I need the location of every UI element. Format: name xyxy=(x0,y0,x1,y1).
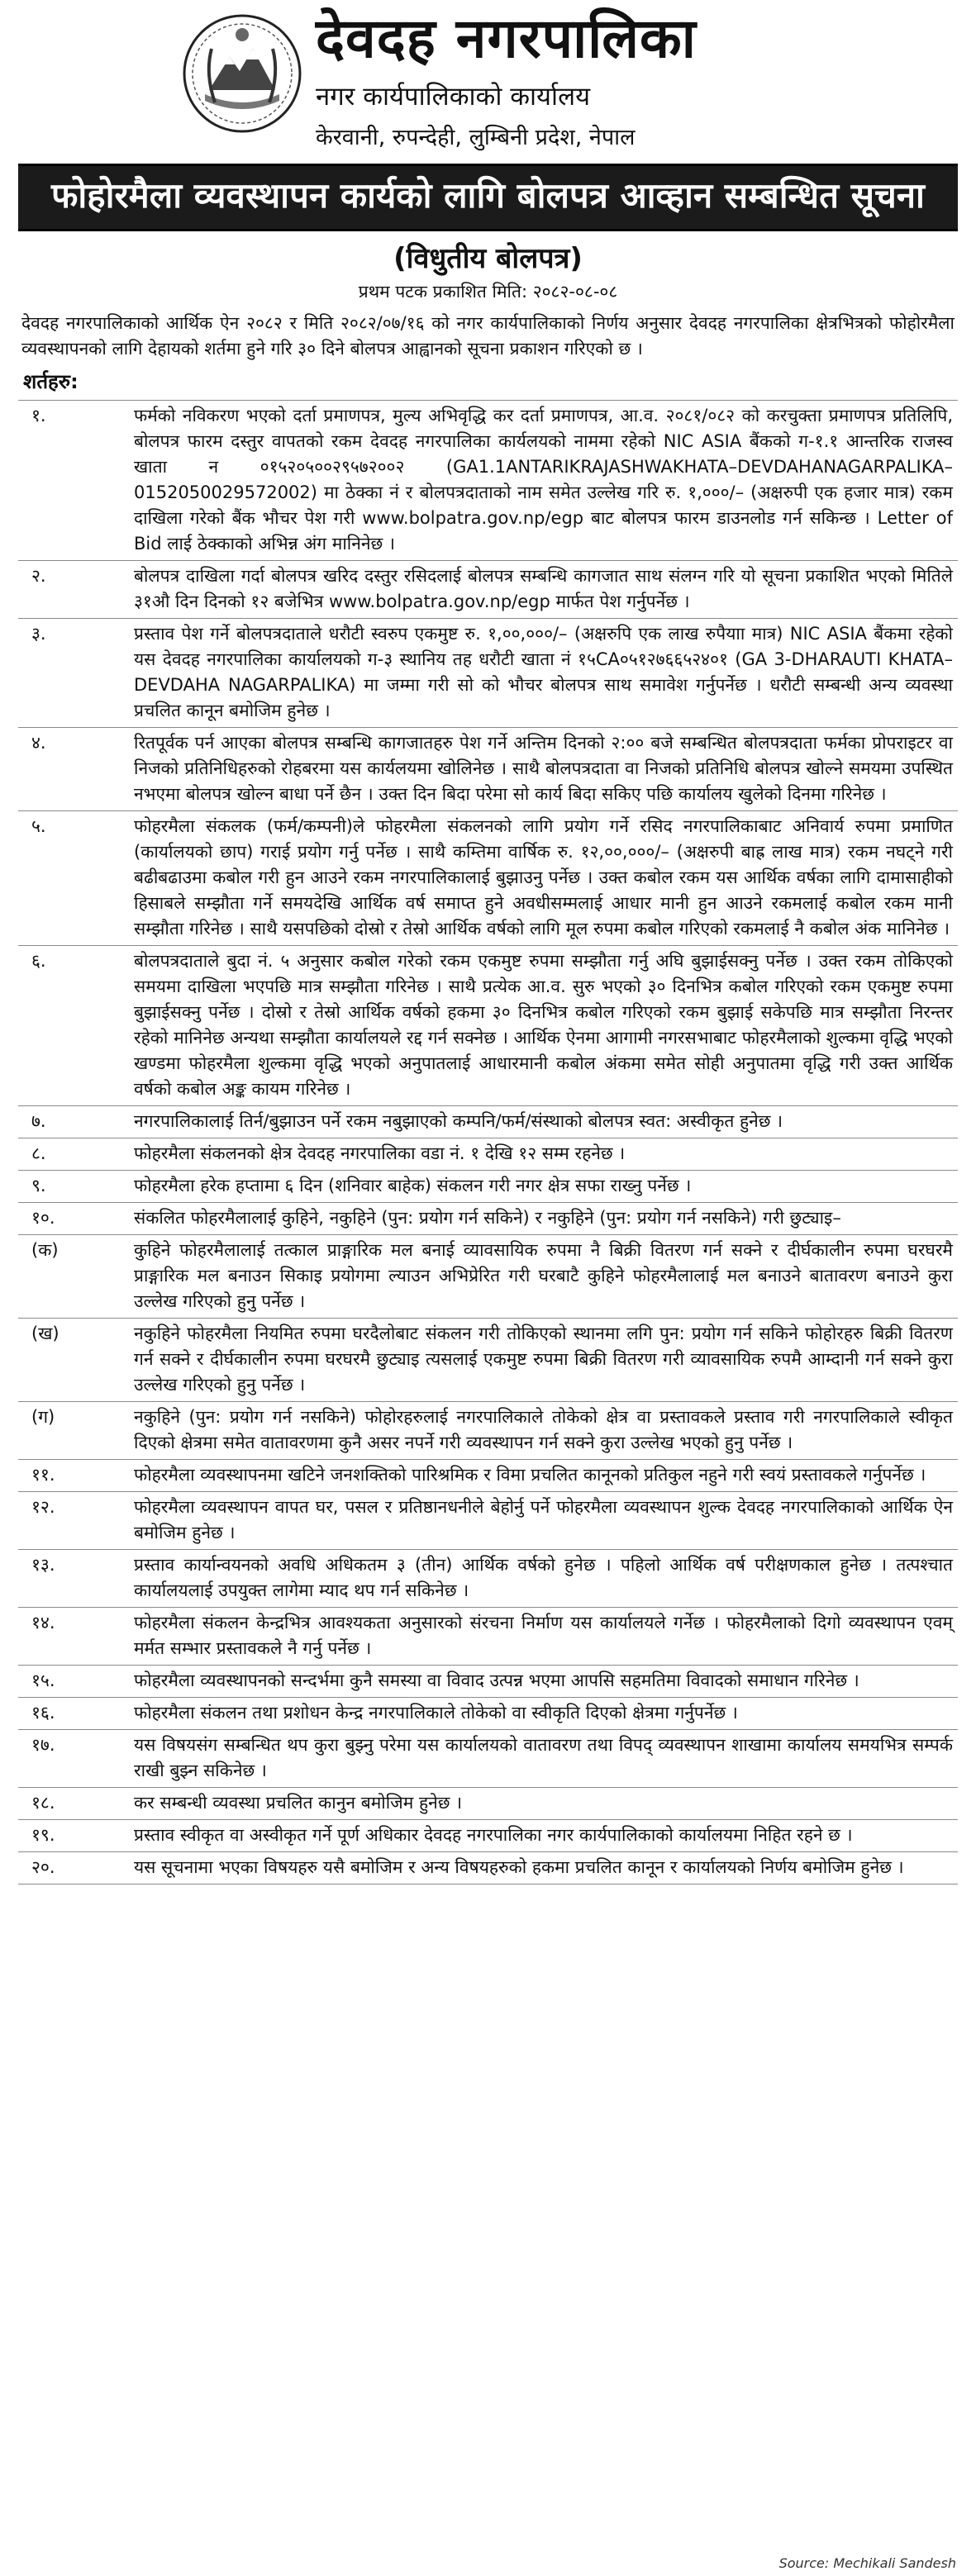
condition-text: यस सूचनामा भएका विषयहरु यसै बमोजिम र अन्य विषयहरुको हकमा प्रचलित कानून र कार्यालयको निर्णय बमोजिम हुनेछ । xyxy=(134,1857,904,1877)
condition-item xyxy=(18,618,958,727)
condition-item xyxy=(18,1491,958,1549)
condition-item xyxy=(18,560,958,618)
condition-text: फोहरमैला व्यवस्थापन वापत घर, पसल र प्रतिष्ठानधनीले बेहोर्नु पर्ने फोहरमैला व्यवस्थापन शुल्क देवदह नगरपालिकाको आर्थिक ऐन बमोजिम हुनेछ । xyxy=(134,1497,953,1542)
condition-number: १०. xyxy=(31,1208,55,1228)
office-address: केरवानी, रुपन्देही, लुम्बिनी प्रदेश, नेपाल xyxy=(316,125,636,150)
intro-paragraph: देवदह नगरपालिकाको आर्थिक ऐन २०८२ र मिति २०८२/०७/१६ को नगर कार्यपालिकाको निर्णय अनुसार देवदह नगरपालिका क्षेत्रभित्रको फोहोरमैला व्यवस्थापनको लागि देहायको शर्तमा हुने गरि ३० दिने बोलपत्र आह्वानको सूचना प्रकाशन गरिएको छ । xyxy=(21,313,955,359)
condition-text: फोहरमैला संकलन तथा प्रशोधन केन्द्र नगरपालिकाले तोकेको वा स्वीकृति दिएको क्षेत्रमा गर्नुपर्नेछ । xyxy=(134,1703,738,1723)
condition-text: फोहरमैला व्यवस्थापनको सन्दर्भमा कुनै समस्या वा विवाद उत्पन्न भएमा आपसि सहमतिमा विवादको समाधान गरिनेछ । xyxy=(134,1671,859,1690)
condition-text: नकुहिने (पुन: प्रयोग गर्न नसकिने) फोहोरहरुलाई नगरपालिकाले तोकेको क्षेत्र वा प्रस्तावकले प्रस्ताव गरी नगरपालिकाले स्वीकृत दिएको क्षेत्रमा समेत वातावरणमा कुनै असर नपर्ने गरी व्यवस्थापन गर्न सक्ने कुरा उल्लेख भएको हुनु पर्नेछ । xyxy=(134,1407,953,1452)
condition-item xyxy=(18,400,958,560)
condition-number: १५. xyxy=(31,1671,55,1690)
condition-number: (क) xyxy=(31,1240,59,1260)
condition-item xyxy=(18,1851,958,1884)
condition-text: फोहरमैला हरेक हप्तामा ६ दिन (शनिवार बाहेक) संकलन गरी नगर क्षेत्र सफा राख्नु पर्नेछ । xyxy=(134,1176,692,1195)
condition-number: ५. xyxy=(31,816,46,836)
condition-item xyxy=(18,727,958,810)
condition-item xyxy=(18,1138,958,1170)
condition-item xyxy=(18,1697,958,1729)
condition-text: फोहरमैला व्यवस्थापनमा खटिने जनशक्तिको पारिश्रमिक र विमा प्रचलित कानूनको प्रतिकुल नहुने गरी स्वयं प्रस्तावकले गर्नुपर्नेछ । xyxy=(134,1465,926,1485)
condition-number: (ग) xyxy=(31,1407,55,1427)
nepal-government-emblem-icon xyxy=(180,12,304,135)
condition-number: ९. xyxy=(31,1176,46,1195)
condition-number: ७. xyxy=(31,1111,46,1131)
condition-text: रितपूर्वक पर्न आएका बोलपत्र सम्बन्धि कागजातहरु पेश गर्ने अन्तिम दिनको २:०० बजे सम्बन्धित बोलपत्रदाता फर्मका प्रोपराइटर वा निजको प्रतिनिधिहरुको रोहबरमा यस कार्यलयमा खोलिनेछ । साथै बोलपत्रदाता वा निजको प्रतिनिधि बोलपत्र खोल्ने समयमा उपस्थित नभएमा बोलपत्र खोल्न बाधा पर्ने छैन । उक्त दिन बिदा परेमा सो कार्य बिदा सकिए पछि कार्यालय खुलेको दिनमा गरिनेछ । xyxy=(134,733,953,804)
condition-item xyxy=(18,810,958,945)
condition-number: २०. xyxy=(31,1857,55,1877)
condition-text: यस विषयसंग सम्बन्धित थप कुरा बुझ्नु परेमा यस कार्यालयको वातावरण तथा विपद् व्यवस्थापन शाखामा कार्यालय समयभित्र सम्पर्क राखी बुझ्न सकिनेछ । xyxy=(134,1735,953,1780)
condition-number: १३. xyxy=(31,1555,55,1575)
publication-date: प्रथम पटक प्रकाशित मिति: २०८२-०८-०८ xyxy=(358,282,618,302)
condition-number: १. xyxy=(31,406,46,425)
condition-text: नकुहिने फोहरमैला नियमित रुपमा घरदैलोबाट संकलन गरी तोकिएको स्थानमा लगि पुन: प्रयोग गर्न सकिने फोहोरहरु बिक्री वितरण गर्न सक्ने र दीर्घकालीन रुपमा घरघरमै छुट्याइ त्यसलाई एकमुष्ट रुपमा बिक्री वितरण गरी व्यावसायिक रुपमै आम्दानी गर्न सक्ने कुरा उल्लेख गरिएको हुनु पर्नेछ । xyxy=(134,1324,953,1395)
condition-number: २. xyxy=(31,566,46,586)
condition-item xyxy=(18,1549,958,1607)
condition-number: १६. xyxy=(31,1703,55,1723)
condition-item xyxy=(18,1665,958,1697)
condition-number: ११. xyxy=(31,1465,55,1485)
condition-text: फर्मको नविकरण भएको दर्ता प्रमाणपत्र, मुल्य अभिवृद्धि कर दर्ता प्रमाणपत्र, आ.व. २०८१/०८२ को करचुक्ता प्रमाणपत्र प्रतिलिपि, बोलपत्र फारम दस्तुर वापतको रकम देवदह नगरपालिका कार्यलयको नाममा रहेको NIC ASIA बैंकको ग-१.१ आन्तरिक राजस्व खाता न ०१५२०५००२९५७२००२ (GA1.1ANTARIKRAJASHWAKHATA–DEVDAHANAGARPALIKA–0152050029572002) मा ठेक्का नं र बोलपत्रदाताको नाम समेत उल्लेख गरि रु. १,०००/– (अक्षरुपी एक हजार मात्र) रकम दाखिला गरेको बैंक भौचर पेश गरी www.bolpatra.gov.np/egp बाट बोलपत्र फारम डाउनलोड गर्न सकिन्छ । Letter of Bid लाई ठेक्काको अभिन्न अंग मानिनेछ । xyxy=(134,406,953,554)
condition-item xyxy=(18,1234,958,1318)
condition-item xyxy=(18,1401,958,1459)
condition-item xyxy=(18,1819,958,1851)
condition-item xyxy=(18,1459,958,1491)
condition-number: १९. xyxy=(31,1825,55,1845)
condition-number: १४. xyxy=(31,1613,55,1633)
condition-text: फोहरमैला संकलन केन्द्रभित्र आवश्यकता अनुसारको संरचना निर्माण यस कार्यालयले गर्नेछ । फोहरमैलाको दिगो व्यवस्थापन एवम् मर्मत सम्भार प्रस्तावकले नै गर्नु पर्नेछ । xyxy=(134,1613,953,1658)
condition-number: (ख) xyxy=(31,1324,60,1343)
condition-number: ३. xyxy=(31,624,46,644)
condition-text: बोलपत्र दाखिला गर्दा बोलपत्र खरिद दस्तुर रसिदलाई बोलपत्र सम्बन्धि कागजात साथ संलग्न गरि यो सूचना प्रकाशित भएको मितिले ३१औ दिन दिनको १२ बजेभित्र www.bolpatra.gov.np/egp मार्फत पेश गर्नुपर्नेछ । xyxy=(134,566,953,611)
condition-number: १७. xyxy=(31,1735,55,1755)
condition-item xyxy=(18,1105,958,1138)
letterhead xyxy=(18,0,958,157)
condition-item xyxy=(18,1170,958,1202)
condition-text: प्रस्ताव कार्यान्वयनको अवधि अधिकतम ३ (तीन) आर्थिक वर्षको हुनेछ । पहिलो आर्थिक वर्ष परीक्षणकाल हुनेछ । तत्पश्चात कार्यालयलाई उपयुक्त लागेमा म्याद थप गर्न सकिनेछ । xyxy=(134,1555,953,1600)
condition-text: बोलपत्रदाताले बुदा नं. ५ अनुसार कबोल गरेको रकम एकमुष्ट रुपमा सम्झौता गर्नु अघि बुझाईसक्नु पर्नेछ । उक्त रकम तोकिएको समयमा दाखिला भएपछि मात्र सम्झौता गरिनेछ । साथै प्रत्येक आ.व. सुरु भएको ३० दिनभित्र कबोल गरिएको रकम एकमुष्ट रुपमा बुझाईसक्नु पर्नेछ । दोस्रो र तेस्रो आर्थिक वर्षको हकमा ३० दिनभित्र कबोल गरिएको रकम बुझाई सकेपछि मात्र सम्झौता निरन्तर रहेको मानिनेछ अन्यथा सम्झौता कार्यालयले रद्द गर्न सक्नेछ । आर्थिक ऐनमा आगामी नगरसभाबाट फोहरमैलाको शुल्कमा वृद्धि भएको खण्डमा फोहरमैला शुल्कमा वृद्धि भएको अनुपातलाई आधारमानी कबोल अंकमा समेत सोही अनुपातमा वृद्धि गरी उक्त आर्थिक वर्षको कबोल अङ्क कायम गरिनेछ । xyxy=(134,951,953,1099)
condition-item xyxy=(18,1729,958,1787)
organization-name: देवदह नगरपालिका xyxy=(316,7,697,70)
condition-number: १२. xyxy=(31,1497,55,1517)
condition-text: कुहिने फोहरमैलालाई तत्काल प्राङ्गारिक मल बनाई व्यावसायिक रुपमा नै बिक्री वितरण गर्न सक्ने र दीर्घकालीन रुपमा घरघरमै प्राङ्गारिक मल बनाउन सिकाइ प्रयोगमा ल्याउन अभिप्रेरित गरी घरबाटै कुहिने फोहरमैलालाई मल बनाउने बातावरण बनाउने कुरा उल्लेख गरिएको हुनु पर्नेछ । xyxy=(134,1240,953,1311)
condition-text: फोहरमैला संकलनको क्षेत्र देवदह नगरपालिका वडा नं. १ देखि १२ सम्म रहनेछ । xyxy=(134,1143,626,1163)
condition-text: प्रस्ताव स्वीकृत वा अस्वीकृत गर्ने पूर्ण अधिकार देवदह नगरपालिका नगर कार्यपालिकाको कार्यालयमा निहित रहने छ । xyxy=(134,1825,853,1845)
condition-item xyxy=(18,1318,958,1401)
condition-number: ६. xyxy=(31,951,46,971)
condition-item xyxy=(18,1787,958,1819)
condition-item xyxy=(18,1607,958,1665)
conditions-heading: शर्तहरु: xyxy=(23,370,79,393)
condition-text: नगरपालिकालाई तिर्न/बुझाउन पर्ने रकम नबुझाएको कम्पनि/फर्म/संस्थाको बोलपत्र स्वत: अस्वीकृत हुनेछ । xyxy=(134,1111,783,1131)
conditions-list xyxy=(18,400,958,1884)
office-name: नगर कार्यपालिकाको कार्यालय xyxy=(316,82,591,112)
condition-text: फोहरमैला संकलक (फर्म/कम्पनी)ले फोहरमैला संकलनको लागि प्रयोग गर्ने रसिद नगरपालिकाबाट अनिवार्य रुपमा प्रमाणित (कार्यालयको छाप) गराई प्रयोग गर्नु पर्नेछ । साथै कम्तिमा वार्षिक रु. १२,००,०००/– (अक्षरुपी बाह्र लाख मात्र) रकम नघट्ने गरी बढीबढाउमा कबोल गरी हुन आउने रकम नगरपालिकालाई बुझाउनु पर्नेछ । उक्त कबोल रकम यस आर्थिक वर्षका लागि दामासाहीको हिसाबले सम्झौता गर्ने समयदेखि आर्थिक वर्ष समाप्त हुने अवधीसम्मलाई आधार मानी हुन आउने रकमलाई कबोल रकम मानी सम्झौता गरिनेछ । साथै यसपछिको दोस्रो र तेस्रो आर्थिक वर्षको लागि मूल रुपमा कबोल गरिएको रकमलाई नै कबोल अंक मानिनेछ । xyxy=(134,816,953,939)
notice-subtitle: (विधुतीय बोलपत्र) xyxy=(393,242,583,275)
condition-text: संकलित फोहरमैलालाई कुहिने, नकुहिने (पुन: प्रयोग गर्न सकिने) र नकुहिने (पुन: प्रयोग गर्न नसकिने) गरी छुट्याइ– xyxy=(134,1208,841,1228)
condition-item xyxy=(18,1202,958,1234)
condition-text: प्रस्ताव पेश गर्ने बोलपत्रदाताले धरौटी स्वरुप एकमुष्ट रु. १,००,०००/– (अक्षरुपि एक लाख रुपैयाा मात्र) NIC ASIA बैंकमा रहेको यस देवदह नगरपालिका कार्यालयको ग-३ स्थानिय तह धरौटी खाता नं १५CA०५१२७६६५२४०१ (GA 3-DHARAUTI KHATA–DEVDAHA NAGARPALIKA) मा जम्मा गरी सो को भौचर बोलपत्र साथ समावेश गर्नुपर्नेछ । धरौटी सम्बन्धी अन्य व्यवस्था प्रचलित कानून बमोजिम हुनेछ । xyxy=(134,624,953,720)
condition-number: ४. xyxy=(31,733,46,753)
condition-item xyxy=(18,945,958,1105)
notice-title-banner: फोहोरमैला व्यवस्थापन कार्यको लागि बोलपत्र आव्हान सम्बन्धित सूचना xyxy=(18,164,958,231)
condition-number: १८. xyxy=(31,1793,55,1813)
condition-text: कर सम्बन्धी व्यवस्था प्रचलित कानुन बमोजिम हुनेछ । xyxy=(134,1793,463,1813)
condition-number: ८. xyxy=(31,1143,46,1163)
source-credit: Source: Mechikali Sandesh xyxy=(778,2555,956,2571)
